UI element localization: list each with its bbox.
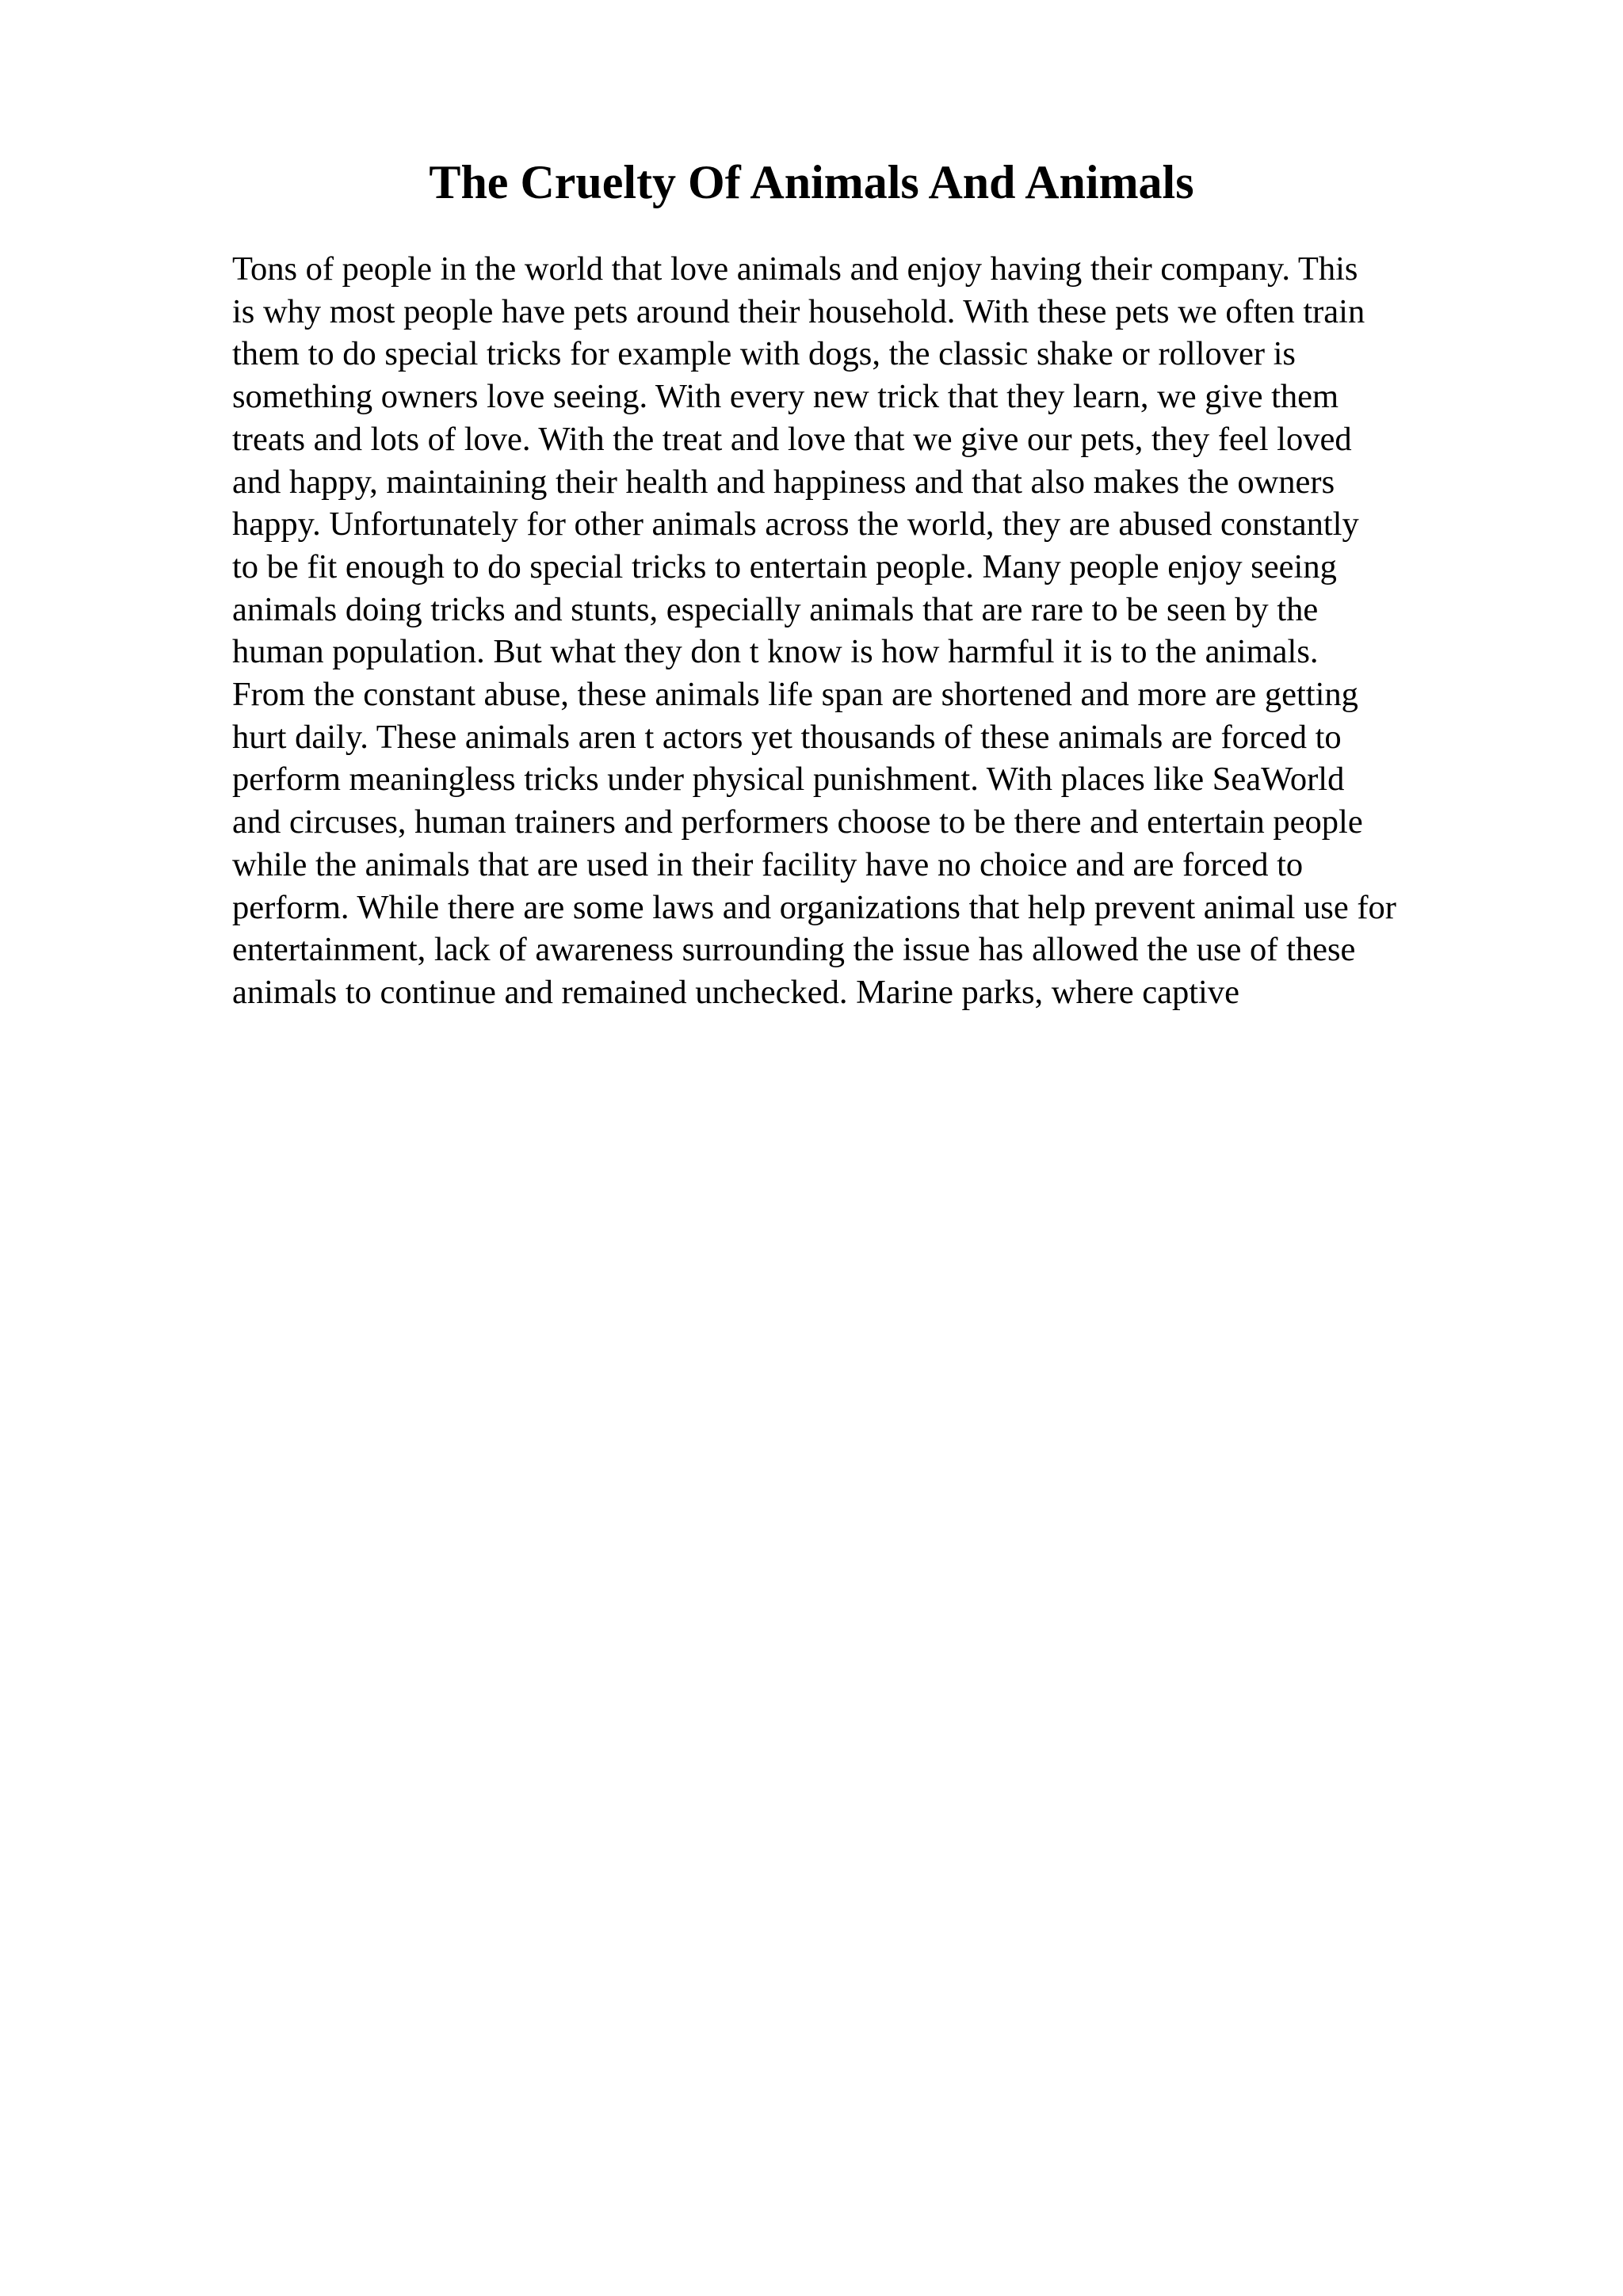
- body-line: Tons of people in the world that love animals and enjoy having their company. This: [232, 250, 1358, 288]
- body-line: happy. Unfortunately for other animals across the world, they are abused constantly: [232, 505, 1359, 543]
- body-line: perform. While there are some laws and organizations that help prevent animal use for: [232, 888, 1396, 926]
- document-title: The Cruelty Of Animals And Animals: [429, 156, 1194, 208]
- body-line: is why most people have pets around their household. With these pets we often train: [232, 292, 1365, 330]
- body-line: something owners love seeing. With every new trick that they learn, we give them: [232, 378, 1339, 416]
- body-line: From the constant abuse, these animals life span are shortened and more are getting: [232, 676, 1358, 714]
- body-line: human population. But what they don t know is how harmful it is to the animals.: [232, 633, 1319, 671]
- body-line: entertainment, lack of awareness surrounding the issue has allowed the use of these: [232, 931, 1356, 969]
- body-line: and circuses, human trainers and performers choose to be there and entertain people: [232, 803, 1363, 841]
- body-line: and happy, maintaining their health and happiness and that also makes the owners: [232, 463, 1335, 501]
- document-body: [232, 248, 1532, 1014]
- body-line: perform meaningless tricks under physical punishment. With places like SeaWorld: [232, 761, 1345, 799]
- body-line: them to do special tricks for example with dogs, the classic shake or rollover is: [232, 335, 1296, 373]
- body-line: animals to continue and remained unchecked. Marine parks, where captive: [232, 973, 1239, 1011]
- body-line: hurt daily. These animals aren t actors yet thousands of these animals are forced to: [232, 718, 1342, 756]
- body-line: animals doing tricks and stunts, especially animals that are rare to be seen by the: [232, 590, 1319, 628]
- body-line: while the animals that are used in their facility have no choice and are forced to: [232, 845, 1304, 883]
- body-line: treats and lots of love. With the treat and love that we give our pets, they feel loved: [232, 420, 1352, 458]
- body-line: to be fit enough to do special tricks to entertain people. Many people enjoy seeing: [232, 547, 1337, 585]
